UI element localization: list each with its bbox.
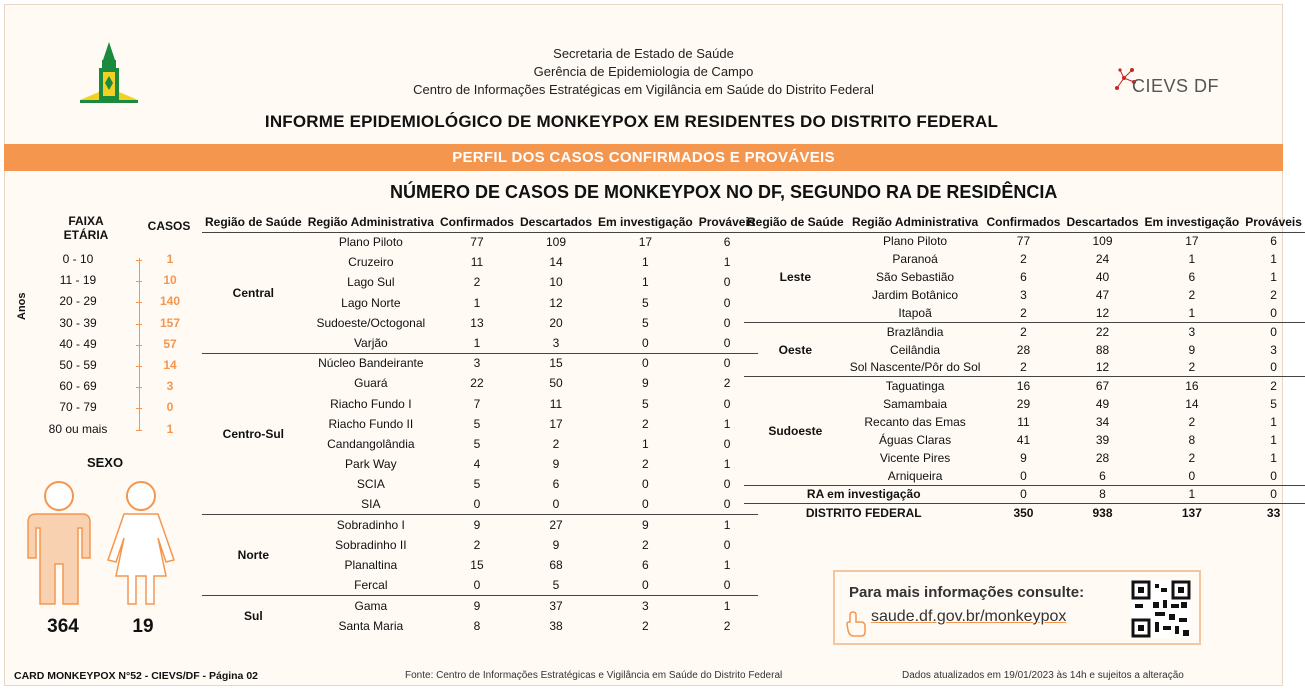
count-cell: 2 <box>1188 414 1196 429</box>
age-case-count: 140 <box>159 294 181 309</box>
column-header: Em investigação <box>1144 214 1240 229</box>
count-cell: 1 <box>473 295 481 310</box>
count-cell: 0 <box>642 477 649 492</box>
count-cell: 8 <box>1188 433 1196 448</box>
cievs-logo <box>1112 64 1222 98</box>
admin-region-cell: Santa Maria <box>338 618 404 633</box>
admin-region-cell: Cruzeiro <box>348 255 394 270</box>
table-subtitle: NÚMERO DE CASOS DE MONKEYPOX NO DF, SEGUNDO RA DE RESIDÊNCIA <box>390 182 1058 202</box>
count-cell: 3 <box>1270 342 1277 357</box>
column-header: Região Administrativa <box>307 214 434 229</box>
count-cell: 67 <box>1063 377 1141 395</box>
age-case-count: 14 <box>163 358 177 372</box>
count-cell: 0 <box>723 537 731 552</box>
count-cell: 2 <box>642 618 649 633</box>
info-label: Para mais informações consulte: <box>849 584 1085 601</box>
count-cell: 1 <box>1270 270 1277 285</box>
male-figure-icon <box>18 480 100 608</box>
count-cell: 22 <box>470 376 484 391</box>
column-header: Região de Saúde <box>747 214 844 229</box>
count-cell: 109 <box>1063 232 1141 250</box>
count-cell: 6 <box>696 232 759 252</box>
age-axis-line <box>139 258 140 430</box>
admin-region-cell: Sudoeste/Octogonal <box>316 315 426 330</box>
count-cell: 1 <box>1270 433 1277 448</box>
count-cell: 6 <box>552 477 560 492</box>
count-cell: 6 <box>1099 469 1106 484</box>
footer-source: Fonte: Centro de Informações Estratégicas e Vigilância em Saúde do Distrito Federal <box>405 670 783 681</box>
count-cell: 38 <box>549 618 563 633</box>
count-cell: 109 <box>517 232 595 252</box>
count-cell: 28 <box>1016 342 1031 357</box>
count-cell: 68 <box>549 558 563 573</box>
count-cell: 2 <box>1242 377 1305 395</box>
count-cell: 5 <box>473 477 481 492</box>
count-cell: 1 <box>473 335 481 350</box>
count-cell: 0 <box>1270 469 1277 484</box>
admin-region-cell: Planaltina <box>344 558 398 573</box>
column-header: Descartados <box>519 214 593 229</box>
summary-row <box>744 485 1305 503</box>
count-cell: 938 <box>1063 503 1141 521</box>
age-range-label: 70 - 79 <box>59 400 97 415</box>
count-cell: 0 <box>723 295 731 310</box>
count-cell: 0 <box>1270 306 1277 321</box>
count-cell: 3 <box>1142 322 1243 340</box>
health-region-cell: Norte <box>202 515 305 596</box>
count-cell: 50 <box>549 376 563 391</box>
count-cell: 0 <box>642 578 649 593</box>
qr-code-icon[interactable] <box>1131 580 1191 638</box>
table-row <box>202 353 758 373</box>
admin-region-cell: Plano Piloto <box>847 232 984 250</box>
count-cell: 0 <box>595 353 696 373</box>
count-cell: 9 <box>595 515 696 535</box>
admin-region-cell: Lago Sul <box>347 275 395 290</box>
count-cell: 1 <box>723 558 731 573</box>
count-cell: 8 <box>1063 485 1141 503</box>
count-cell: 88 <box>1095 342 1110 357</box>
count-cell: 2 <box>723 618 731 633</box>
count-cell: 0 <box>1188 469 1196 484</box>
count-cell: 3 <box>595 595 696 615</box>
count-cell: 0 <box>642 497 649 512</box>
table-row <box>744 322 1305 340</box>
count-cell: 5 <box>642 396 649 411</box>
table-row <box>202 232 758 252</box>
admin-region-cell: SCIA <box>356 477 385 492</box>
summary-label-cell: RA em investigação <box>744 485 983 503</box>
count-cell: 6 <box>642 558 649 573</box>
admin-region-cell: Plano Piloto <box>305 232 437 252</box>
age-header-line2: ETÁRIA <box>63 228 109 242</box>
count-cell: 10 <box>549 275 563 290</box>
count-cell: 0 <box>723 477 731 492</box>
count-cell: 0 <box>1242 485 1305 503</box>
admin-region-cell: Arniqueira <box>887 469 943 484</box>
count-cell: 1 <box>696 595 759 615</box>
count-cell: 1 <box>723 255 731 270</box>
count-cell: 33 <box>1242 503 1305 521</box>
health-region-cell: Sudoeste <box>744 377 847 486</box>
health-region-cell: Centro-Sul <box>202 353 305 515</box>
female-count: 19 <box>132 616 154 637</box>
male-count: 364 <box>47 616 79 637</box>
age-case-count: 157 <box>159 315 181 330</box>
age-range-label: 30 - 39 <box>59 315 97 330</box>
count-cell: 1 <box>1188 306 1196 321</box>
info-box <box>833 570 1201 645</box>
pointing-hand-icon <box>845 610 867 638</box>
count-cell: 0 <box>723 578 731 593</box>
count-cell: 2 <box>642 537 649 552</box>
count-cell: 2 <box>1188 360 1196 375</box>
count-cell: 137 <box>1142 503 1243 521</box>
admin-region-cell: Brazlândia <box>847 322 984 340</box>
count-cell: 3 <box>1020 288 1027 303</box>
admin-region-cell: Vicente Pires <box>879 451 951 466</box>
count-cell: 0 <box>1242 322 1305 340</box>
table-header-row <box>202 212 758 232</box>
count-cell: 3 <box>552 335 560 350</box>
count-cell: 1 <box>1270 451 1277 466</box>
count-cell: 22 <box>1063 322 1141 340</box>
column-header: Confirmados <box>439 214 514 229</box>
section-banner: PERFIL DOS CASOS CONFIRMADOS E PROVÁVEIS <box>4 144 1283 171</box>
count-cell: 2 <box>1270 288 1277 303</box>
admin-region-cell: Candangolândia <box>327 436 415 451</box>
count-cell: 5 <box>1270 396 1277 411</box>
count-cell: 17 <box>595 232 696 252</box>
column-header: Região de Saúde <box>205 214 302 229</box>
right-cases-table <box>744 212 1305 522</box>
age-case-count: 10 <box>163 273 177 288</box>
count-cell: 9 <box>1020 451 1027 466</box>
admin-region-cell: Taguatinga <box>847 377 984 395</box>
count-cell: 2 <box>1020 360 1027 375</box>
admin-region-cell: Núcleo Bandeirante <box>305 353 437 373</box>
count-cell: 2 <box>473 537 481 552</box>
count-cell: 47 <box>1095 288 1110 303</box>
count-cell: 2 <box>642 457 649 472</box>
age-case-count: 0 <box>166 400 174 415</box>
count-cell: 0 <box>1020 469 1027 484</box>
admin-region-cell: Park Way <box>345 457 397 472</box>
count-cell: 34 <box>1095 414 1110 429</box>
count-cell: 1 <box>1270 252 1277 267</box>
count-cell: 5 <box>552 578 560 593</box>
count-cell: 15 <box>470 558 484 573</box>
age-range-label: 40 - 49 <box>59 336 97 351</box>
count-cell: 2 <box>552 436 560 451</box>
age-range-label: 0 - 10 <box>62 252 94 266</box>
health-region-cell: Oeste <box>744 322 847 376</box>
count-cell: 0 <box>696 353 759 373</box>
admin-region-cell: Samambaia <box>883 396 948 411</box>
count-cell: 77 <box>437 232 517 252</box>
female-figure-icon <box>100 480 182 608</box>
count-cell: 1 <box>1270 414 1277 429</box>
count-cell: 0 <box>723 275 731 290</box>
age-case-count: 3 <box>166 379 174 394</box>
age-range-label: 50 - 59 <box>59 358 97 372</box>
age-range-label: 11 - 19 <box>59 273 97 288</box>
admin-region-cell: São Sebastião <box>876 270 955 285</box>
count-cell: 1 <box>642 436 649 451</box>
admin-region-cell: Águas Claras <box>879 433 952 448</box>
count-cell: 1 <box>723 416 731 431</box>
table-row <box>202 515 758 535</box>
admin-region-cell: Sobradinho I <box>305 515 437 535</box>
count-cell: 0 <box>723 315 731 330</box>
admin-region-cell: Fercal <box>354 578 388 593</box>
cases-header: CASOS <box>147 219 191 233</box>
count-cell: 5 <box>642 295 649 310</box>
count-cell: 5 <box>473 416 481 431</box>
count-cell: 1 <box>1188 252 1196 267</box>
table-row <box>744 232 1305 250</box>
count-cell: 350 <box>983 503 1063 521</box>
footer-card-id: CARD MONKEYPOX N°52 - CIEVS/DF - Página 02 <box>14 670 258 682</box>
count-cell: 40 <box>1095 270 1110 285</box>
count-cell: 1 <box>1142 485 1243 503</box>
admin-region-cell: Sobradinho II <box>335 537 407 552</box>
count-cell: 8 <box>473 618 481 633</box>
summary-label-cell: DISTRITO FEDERAL <box>744 503 983 521</box>
count-cell: 0 <box>723 335 731 350</box>
count-cell: 0 <box>983 485 1063 503</box>
count-cell: 29 <box>1016 396 1031 411</box>
count-cell: 9 <box>437 595 517 615</box>
age-axis-label: Anos <box>16 292 28 320</box>
count-cell: 20 <box>549 315 563 330</box>
count-cell: 0 <box>473 578 481 593</box>
count-cell: 5 <box>642 315 649 330</box>
footer-update-note: Dados atualizados em 19/01/2023 às 14h e sujeitos a alteração <box>902 670 1184 681</box>
count-cell: 3 <box>437 353 517 373</box>
left-cases-table <box>202 212 758 636</box>
admin-region-cell: Lago Norte <box>341 295 401 310</box>
count-cell: 12 <box>549 295 563 310</box>
age-range-label: 80 ou mais <box>48 421 108 436</box>
column-header: Prováveis <box>1245 214 1302 229</box>
admin-region-cell: Recanto das Emas <box>864 414 966 429</box>
count-cell: 0 <box>552 497 560 512</box>
count-cell: 1 <box>723 457 731 472</box>
count-cell: 41 <box>1016 433 1031 448</box>
admin-region-cell: Itapoã <box>898 306 932 321</box>
count-cell: 9 <box>1188 342 1196 357</box>
count-cell: 0 <box>642 335 649 350</box>
count-cell: 77 <box>983 232 1063 250</box>
count-cell: 2 <box>1020 306 1027 321</box>
count-cell: 9 <box>437 515 517 535</box>
header-line-2: Gerência de Epidemiologia de Campo <box>533 64 754 79</box>
count-cell: 28 <box>1095 451 1110 466</box>
count-cell: 16 <box>983 377 1063 395</box>
count-cell: 9 <box>642 376 649 391</box>
count-cell: 49 <box>1095 396 1110 411</box>
admin-region-cell: Ceilândia <box>890 342 941 357</box>
count-cell: 2 <box>642 416 649 431</box>
count-cell: 12 <box>1095 360 1110 375</box>
info-link[interactable]: saude.df.gov.br/monkeypox <box>871 608 1067 625</box>
count-cell: 0 <box>1270 360 1277 375</box>
age-case-count: 1 <box>166 421 174 436</box>
count-cell: 16 <box>1142 377 1243 395</box>
count-cell: 2 <box>473 275 481 290</box>
count-cell: 0 <box>473 497 481 512</box>
age-range-label: 20 - 29 <box>59 294 97 309</box>
cievs-logo-text: CIEVS DF <box>1132 76 1220 96</box>
page-title: INFORME EPIDEMIOLÓGICO DE MONKEYPOX EM RESIDENTES DO DISTRITO FEDERAL <box>264 112 999 131</box>
health-region-cell: Leste <box>744 232 847 322</box>
table-row <box>202 595 758 615</box>
admin-region-cell: Riacho Fundo II <box>328 416 414 431</box>
age-header-line1: FAIXA <box>68 214 104 228</box>
count-cell: 2 <box>1020 252 1027 267</box>
age-header <box>46 214 126 242</box>
count-cell: 0 <box>723 436 731 451</box>
count-cell: 2 <box>723 376 731 391</box>
health-region-cell: Central <box>202 232 305 353</box>
count-cell: 14 <box>549 255 563 270</box>
admin-region-cell: Sol Nascente/Pôr do Sol <box>849 360 981 375</box>
count-cell: 11 <box>1017 414 1030 429</box>
header-line-1: Secretaria de Estado de Saúde <box>553 46 734 61</box>
health-region-cell: Sul <box>202 595 305 635</box>
count-cell: 13 <box>470 315 484 330</box>
admin-region-cell: Jardim Botânico <box>872 288 959 303</box>
column-header: Descartados <box>1066 214 1139 229</box>
admin-region-cell: Gama <box>305 595 437 615</box>
count-cell: 39 <box>1095 433 1110 448</box>
count-cell: 5 <box>473 436 481 451</box>
count-cell: 17 <box>1142 232 1243 250</box>
count-cell: 7 <box>473 396 481 411</box>
column-header: Confirmados <box>986 214 1061 229</box>
count-cell: 6 <box>1020 270 1027 285</box>
admin-region-cell: Paranoá <box>892 252 938 267</box>
count-cell: 14 <box>1185 396 1199 411</box>
count-cell: 15 <box>517 353 595 373</box>
column-header: Em investigação <box>598 214 693 229</box>
table-header-row <box>744 212 1305 232</box>
sex-title: SEXO <box>86 455 124 470</box>
admin-region-cell: Guará <box>354 376 388 391</box>
count-cell: 12 <box>1095 306 1110 321</box>
count-cell: 2 <box>1188 451 1196 466</box>
count-cell: 6 <box>1242 232 1305 250</box>
count-cell: 9 <box>552 537 560 552</box>
count-cell: 11 <box>549 396 563 411</box>
count-cell: 27 <box>517 515 595 535</box>
count-cell: 24 <box>1095 252 1110 267</box>
admin-region-cell: Riacho Fundo I <box>330 396 412 411</box>
count-cell: 1 <box>642 255 649 270</box>
count-cell: 17 <box>549 416 563 431</box>
age-case-count: 1 <box>166 252 174 266</box>
count-cell: 0 <box>723 396 731 411</box>
count-cell: 11 <box>470 255 484 270</box>
column-header: Prováveis <box>698 214 756 229</box>
count-cell: 0 <box>723 497 731 512</box>
table-row <box>744 377 1305 395</box>
column-header: Região Administrativa <box>851 214 979 229</box>
count-cell: 1 <box>696 515 759 535</box>
count-cell: 9 <box>552 457 560 472</box>
admin-region-cell: SIA <box>361 497 381 512</box>
total-row <box>744 503 1305 521</box>
count-cell: 37 <box>517 595 595 615</box>
count-cell: 2 <box>1188 288 1196 303</box>
count-cell: 4 <box>473 457 481 472</box>
age-range-label: 60 - 69 <box>59 379 97 394</box>
age-case-count: 57 <box>163 336 177 351</box>
count-cell: 1 <box>642 275 649 290</box>
admin-region-cell: Varjão <box>353 335 388 350</box>
count-cell: 6 <box>1188 270 1196 285</box>
count-cell: 2 <box>983 322 1063 340</box>
header-line-3: Centro de Informações Estratégicas em Vigilância em Saúde do Distrito Federal <box>413 82 874 97</box>
